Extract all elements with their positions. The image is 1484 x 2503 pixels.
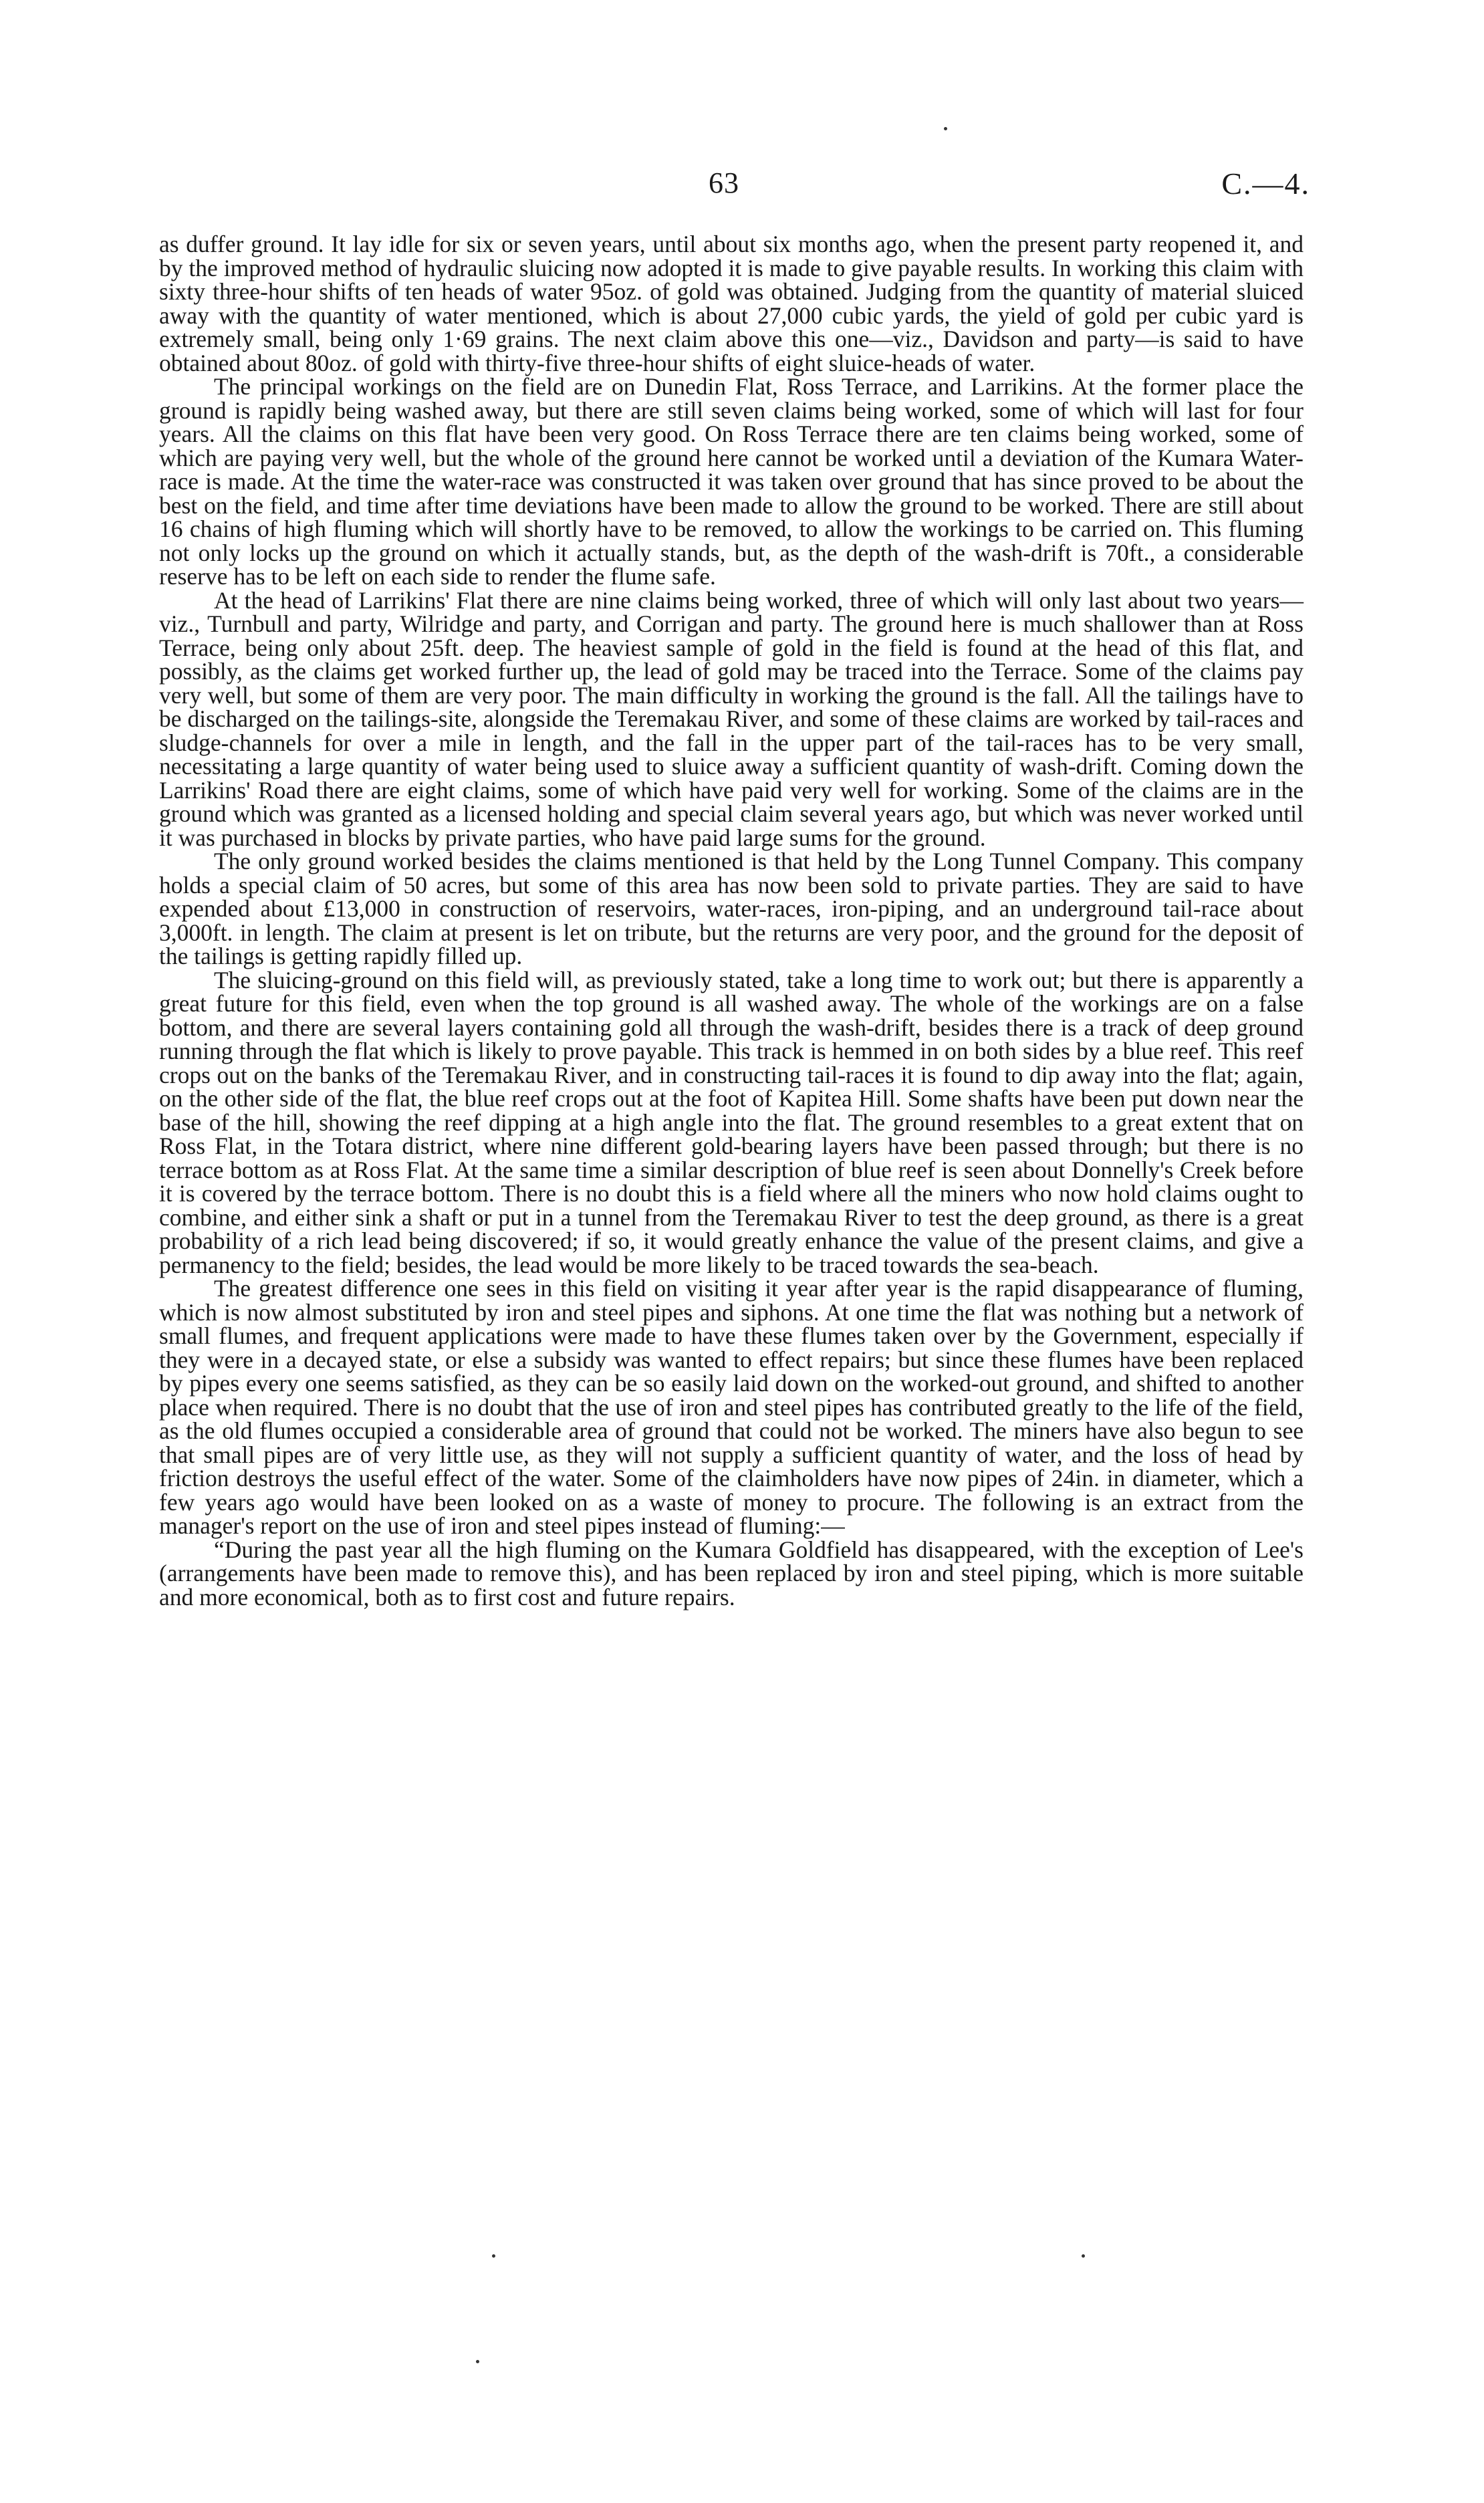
document-reference: C.—4. <box>1221 166 1310 201</box>
paragraph-long-tunnel-company: The only ground worked besides the claims mentioned is that held by the Long Tunnel Company. This company holds a special claim of 50 acres, but some of this area has now been sold to private parties. They are said to have expended about £13,000 in construction of reservoirs, water-races, iron-piping, and an underground tail-race about 3,000ft. in length. The claim at present is let on tribute, but the returns are very poor, and the ground for the deposit of the tailings is getting rapidly filled up. <box>159 848 1304 969</box>
scan-speck <box>944 127 947 130</box>
scan-speck <box>476 2360 479 2363</box>
paragraph-fluming: The greatest difference one sees in this field on visiting it year after year is the rapid disappearance of fluming, which is now almost substituted by iron and steel pipes and siphons. At one time the flat was nothing but a network of small flumes, and frequent applications were made to have these flumes taken over by the Government, especially if they were in a decayed state, or else a subsidy was wanted to effect repairs; but since these flumes have been replaced by pipes every one seems satisfied, as they can be so easily laid down on the worked-out ground, and shifted to another place when required. There is no doubt that the use of iron and steel pipes has contributed greatly to the life of the field, as the old flumes occupied a considerable area of ground that could not be worked. The miners have also begun to see that small pipes are of very little use, as they will not supply a sufficient quantity of water, and the loss of head by friction destroys the useful effect of the water. Some of the claimholders have now pipes of 24in. in diameter, which a few years ago would have been looked on as a waste of money to procure. The following is an extract from the manager's report on the use of iron and steel pipes instead of fluming:— <box>159 1275 1304 1539</box>
body-text <box>159 233 1304 1609</box>
paragraph-sluicing-ground: The sluicing-ground on this field will, as previously stated, take a long time to work out; but there is apparently a great future for this field, even when the top ground is all washed away. The whole of the workings are on a false bottom, and there are several layers containing gold all through the wash-drift, besides there is a track of deep ground running through the flat which is likely to prove payable. This track is hemmed in on both sides by a blue reef. This reef crops out on the banks of the Teremakau River, and in constructing tail-races it is found to dip away into the flat; again, on the other side of the flat, the blue reef crops out at the foot of Kapitea Hill. Some shafts have been put down near the base of the hill, showing the reef dipping at a high angle into the flat. The ground resembles to a great extent that on Ross Flat, in the Totara district, where nine different gold-bearing layers have been passed through; but there is no terrace bottom as at Ross Flat. At the same time a similar description of blue reef is seen about Donnelly's Creek before it is covered by the terrace bottom. There is no doubt this is a field where all the miners who now hold claims ought to combine, and either sink a shaft or put in a tunnel from the Teremakau River to test the deep ground, as there is a great probability of a rich lead being discovered; if so, it would greatly enhance the value of the present claims, and give a permanency to the field; besides, the lead would be more likely to be traced towards the sea-beach. <box>159 966 1304 1278</box>
page-number: 63 <box>709 166 739 199</box>
scan-speck <box>492 2254 495 2258</box>
paragraph-manager-report-quote: “During the past year all the high fluming on the Kumara Goldfield has disappeared, with the exception of Lee's (arrangements have been made to remove this), and has been replaced by iron and steel piping, which is more suitable and more economical, both as to first cost and future repairs. <box>159 1536 1304 1611</box>
paragraph-larrikins-flat: At the head of Larrikins' Flat there are nine claims being worked, three of which will only last about two years—viz., Turnbull and party, Wilridge and party, and Corrigan and party. The ground here is much shallower than at Ross Terrace, being only about 25ft. deep. The heaviest sample of gold in the field is found at the head of this flat, and possibly, as the claims get worked further up, the lead of gold may be traced into the Terrace. Some of the claims pay very well, but some of them are very poor. The main difficulty in working the ground is the fall. All the tailings have to be discharged on the tailings-site, alongside the Teremakau River, and some of these claims are worked by tail-races and sludge-channels for over a mile in length, and the fall in the upper part of the tail-races has to be very small, necessitating a large quantity of water being used to sluice away a sufficient quantity of wash-drift. Coming down the Larrikins' Road there are eight claims, some of which have paid very well for working. Some of the claims are in the ground which was granted as a licensed holding and special claim several years ago, but which was never worked until it was purchased in blocks by private parties, who have paid large sums for the ground. <box>159 586 1304 851</box>
paragraph-continuation: as duffer ground. It lay idle for six or seven years, until about six months ago, when the present party reopened it, and by the improved method of hydraulic sluicing now adopted it is made to give payable results. In working this claim with sixty three-hour shifts of ten heads of water 95oz. of gold was obtained. Judging from the quantity of material sluiced away with the quantity of water mentioned, which is about 27,000 cubic yards, the yield of gold per cubic yard is extremely small, being only 1·69 grains. The next claim above this one—viz., Davidson and party—is said to have obtained about 80oz. of gold with thirty-five three-hour shifts of eight sluice-heads of water. <box>159 231 1304 376</box>
paragraph-principal-workings: The principal workings on the field are on Dunedin Flat, Ross Terrace, and Larrikins. At the former place the ground is rapidly being washed away, but there are still seven claims being worked, some of which will last for four years. All the claims on this flat have been very good. On Ross Terrace there are ten claims being worked, some of which are paying very well, but the whole of the ground here cannot be worked until a deviation of the Kumara Water-race is made. At the time the water-race was constructed it was taken over ground that has since proved to be about the best on the field, and time after time deviations have been made to allow the ground to be worked. There are still about 16 chains of high fluming which will shortly have to be removed, to allow the workings to be carried on. This fluming not only locks up the ground on which it actually stands, but, as the depth of the wash-drift is 70ft., a considerable reserve has to be left on each side to render the flume safe. <box>159 373 1304 590</box>
page-header <box>0 166 1484 213</box>
scan-speck <box>1082 2254 1085 2258</box>
